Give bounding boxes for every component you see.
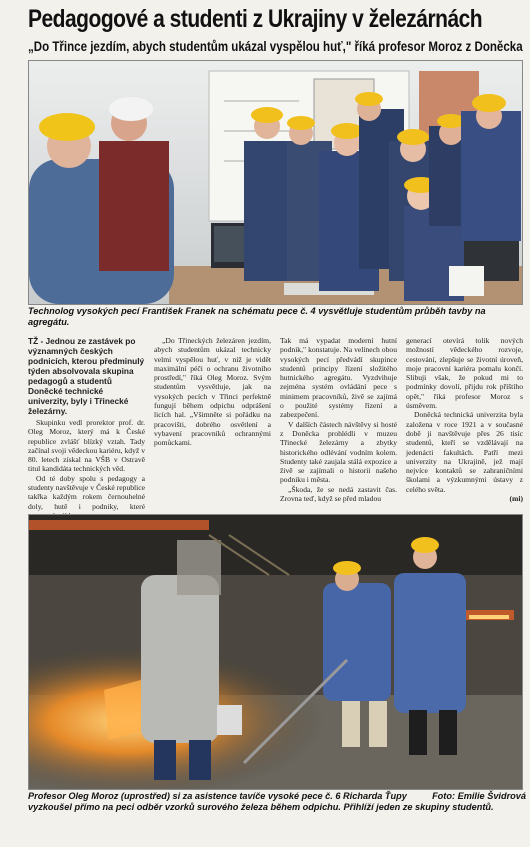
- article-paragraph: generací otevírá tolik nových možností vědeckého rozvoje, cestování, zlepšuje se životní úroveň, moje pracovní kariéra pomalu končí. Slibuji však, že pokud mi to podmínky dovolí, přijdu rok příštího opět," říká profesor Moroz s úsměvem.: [406, 336, 523, 411]
- article-paragraph: Tak má vypadat moderní hutní podnik," konstatuje. Na velínech obou vysokých pecí předvádí skupince studentů principy řízení složitého hutnického agregátu. Vyzdvihuje zejména systém ovládání pece s minimem pracovníků, živě se zajímá o použité systémy řízení a zabezpečení.: [280, 336, 397, 420]
- article-lead: TŽ - Jednou ze zastávek po významných českých podnicích, kterou předminulý týden absolvovala skupina pedagogů a studentů Doněcké technické univerzity, byly i Třinecké železárny.: [28, 336, 145, 416]
- article-column-3: [280, 336, 397, 503]
- article-paragraph: Od té doby spolu s pedagogy a studenty navštěvuje v České republice takřka každým rokem černouhelné doly, hutě i podniky, které: [28, 473, 145, 511]
- photo2-caption: [28, 791, 526, 813]
- article-paragraph: Skupinku vedl prorektor prof. dr. Oleg Moroz, který má k České republice zvlášť blízký vztah. Tady začínal svoji vědeckou kariéru, když v 80. letech získal na VŠB v Ostravě titul kandidáta technických věd.: [28, 418, 145, 474]
- photo-students-furnace-schematic: [28, 60, 523, 305]
- photo1-caption: Technolog vysokých pecí František Franek na schématu pece č. 4 vysvětluje studentům průběh tavby na agregátu.: [28, 306, 486, 327]
- article-headline: Pedagogové a studenti z Ukrajiny v železárnách: [28, 5, 483, 33]
- photo-credit: Foto: Emilie Švidrová: [432, 791, 526, 801]
- photo2-caption-text: Profesor Oleg Moroz (uprostřed) si za asistence tavíče vysoké pece č. 6 Richarda Ťupy vyzkoušel přímo na peci odběr vzorků surového železa během odpichu. Přihlíží jeden ze skupiny studentů.: [28, 791, 494, 812]
- photo-furnace-casthouse: [28, 514, 523, 790]
- article-column-4: [406, 336, 523, 503]
- article-body: [28, 336, 524, 512]
- article-paragraph: V dalších částech návštěvy si hosté z Doněcka prohlédli v muzeu Třinecké železárny a zbytky historického odlévání vodním kolem. Studenty také zaujala stálá expozice a živě se zajímali o historii našeho podniku i města.: [280, 419, 397, 485]
- article-subheadline: „Do Třince jezdím, abych studentům ukázal vyspělou huť," říká profesor Moroz z Doněcka: [28, 39, 523, 54]
- article-column-1: [28, 336, 145, 520]
- article-column-2: [154, 336, 271, 448]
- article-paragraph: Doněcká technická univerzita byla založena v roce 1921 a v současné době ji navštěvuje přes 26 tisíc studentů, kteří se vzdělávají na jedenácti fakultách. Patří mezi univerzity na Ukrajině, jež mají nejvíce kontaktů se zahraničními školami a výzkumnými ústavy z celého světa.: [406, 410, 523, 494]
- article-paragraph: „Do Třineckých železáren jezdím, abych studentům ukázal technicky velmi vyspělou huť, v níž je vidět maximální péči o ochranu životního prostředí," říká Oleg Moroz. Svým studentům vysvětluje, jak na vysokých pecích v Třinci perfektně fungují během odpichu odprášení licích hal. „Všimněte si pořádku na pracovišti, dobrého osvětlení a vybavení pracovníků ochrannými pomůckami.: [154, 336, 271, 448]
- article-paragraph: „Škoda, že se nedá zastavit čas. Zrovna teď, když se před mladou: [280, 484, 397, 504]
- author-signature: (mi): [509, 494, 523, 504]
